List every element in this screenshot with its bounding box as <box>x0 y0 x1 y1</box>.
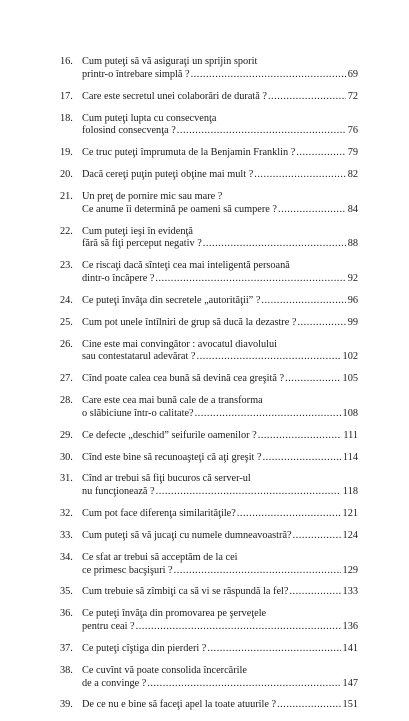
entry-title <box>82 113 358 139</box>
dot-leader <box>136 621 341 634</box>
entry-title-last-line <box>82 373 358 386</box>
page-number: 79 <box>347 147 358 159</box>
entry-title-line: Ce puteţi învăţa din secretele „autorităţii” ? <box>82 294 261 306</box>
dot-leader <box>285 373 340 386</box>
dot-leader <box>207 643 340 656</box>
page-number: 92 <box>347 273 358 285</box>
toc-entry[interactable] <box>60 191 358 217</box>
entry-title <box>82 699 358 712</box>
page-number: 76 <box>347 125 358 137</box>
entry-title-last-line <box>82 273 358 286</box>
entry-title-line: Ce truc puteţi împrumuta de la Benjamin Franklin ? <box>82 147 296 159</box>
entry-title <box>82 260 358 286</box>
entry-title-line: Ce anume îi determină pe oameni să cumpere ? <box>82 203 277 215</box>
entry-title <box>82 508 358 521</box>
dot-leader <box>174 565 341 578</box>
entry-title <box>82 530 358 543</box>
toc-entry[interactable] <box>60 317 358 330</box>
page-number: 133 <box>342 586 358 598</box>
entry-title-line: de a convinge ? <box>82 677 147 689</box>
entry-title-line: o slăbiciune într-o calitate? <box>82 407 194 419</box>
entry-title <box>82 91 358 104</box>
toc-entry[interactable] <box>60 395 358 421</box>
entry-number: 39. <box>60 699 73 711</box>
entry-title-last-line <box>82 91 358 104</box>
page-number: 102 <box>342 351 358 363</box>
entry-title-last-line <box>82 586 358 599</box>
entry-title-line: Ce puteţi învăţa din promovarea pe şerveţele <box>82 608 267 620</box>
page-number: 129 <box>342 564 358 576</box>
entry-title <box>82 339 358 365</box>
toc-entry[interactable] <box>60 699 358 712</box>
toc-entry[interactable] <box>60 147 358 160</box>
dot-leader <box>237 508 341 521</box>
entry-title-line: Ce cuvînt vă poate consolida încercările <box>82 664 247 676</box>
entry-title <box>82 147 358 160</box>
page-number: 141 <box>342 642 358 654</box>
page-number: 114 <box>342 451 358 463</box>
dot-leader <box>156 486 341 499</box>
toc-entry[interactable] <box>60 586 358 599</box>
entry-number: 31. <box>60 473 73 485</box>
dot-leader <box>278 204 346 217</box>
entry-title-last-line <box>82 69 358 82</box>
entry-number: 32. <box>60 508 73 519</box>
toc-entry[interactable] <box>60 430 358 443</box>
entry-title-line: Cum puteţi să vă jucaţi cu numele dumneavoastră? <box>82 529 292 541</box>
entry-number: 23. <box>60 260 73 272</box>
entry-title-last-line <box>82 295 358 308</box>
toc-entry[interactable] <box>60 169 358 182</box>
table-of-contents <box>60 56 358 721</box>
entry-number: 34. <box>60 551 73 563</box>
entry-number: 27. <box>60 373 73 385</box>
page-number: 82 <box>347 169 358 180</box>
dot-leader <box>203 238 346 251</box>
entry-title-line: Cum puteţi ieşi în evidenţă <box>82 225 193 237</box>
entry-title-line: Care este secretul unei colaborări de durată ? <box>82 90 267 102</box>
entry-title <box>82 552 358 578</box>
entry-title <box>82 226 358 252</box>
page-number: 69 <box>347 68 358 80</box>
toc-entry[interactable] <box>60 113 358 139</box>
entry-title-line: Cînd ar trebui să fiţi bucuros că server-ul <box>82 473 251 485</box>
entry-number: 16. <box>60 56 73 67</box>
entry-title-last-line <box>82 452 358 465</box>
dot-leader <box>277 699 340 712</box>
entry-title-last-line <box>82 643 358 656</box>
dot-leader <box>296 147 345 160</box>
toc-entry[interactable] <box>60 452 358 465</box>
toc-entry[interactable] <box>60 643 358 656</box>
entry-title <box>82 643 358 656</box>
toc-entry[interactable] <box>60 530 358 543</box>
dot-leader <box>191 69 346 82</box>
entry-number: 37. <box>60 642 73 654</box>
entry-title-last-line <box>82 430 358 443</box>
entry-title-line: Care este cea mai bună cale de a transforma <box>82 395 263 406</box>
toc-entry[interactable] <box>60 295 358 308</box>
entry-title-line: Cum puteţi lupta cu consecvenţa <box>82 112 217 124</box>
toc-entry[interactable] <box>60 373 358 386</box>
entry-title-line: Cînd poate calea cea bună să devină cea greşită ? <box>82 373 285 385</box>
entry-title <box>82 430 358 443</box>
page-number: 99 <box>347 316 358 328</box>
entry-title-last-line <box>82 238 358 251</box>
page-number: 72 <box>347 90 358 102</box>
page-number: 105 <box>342 373 358 385</box>
entry-title <box>82 665 358 691</box>
entry-number: 29. <box>60 429 73 441</box>
entry-title-line: Un preţ de pornire mic sau mare ? <box>82 190 223 202</box>
dot-leader <box>261 295 345 308</box>
dot-leader <box>155 273 345 286</box>
entry-title-last-line <box>82 408 358 421</box>
entry-title <box>82 56 358 82</box>
entry-title-line: Dacă cereţi puţin puteţi obţine mai mult ? <box>82 169 254 180</box>
dot-leader <box>258 430 342 443</box>
entry-title-last-line <box>82 204 358 217</box>
entry-title-line: Cînd este bine să recunoaşteţi că aţi greşit ? <box>82 451 262 463</box>
entry-title-line: De ce nu e bine să faceţi apel la toate atuurile ? <box>82 699 277 711</box>
entry-number: 21. <box>60 190 73 202</box>
dot-leader <box>268 91 346 104</box>
dot-leader <box>197 351 341 364</box>
entry-title-last-line <box>82 508 358 521</box>
entry-title <box>82 373 358 386</box>
entry-number: 26. <box>60 338 73 350</box>
entry-title <box>82 317 358 330</box>
entry-title <box>82 395 358 421</box>
entry-number: 35. <box>60 586 73 598</box>
toc-entry[interactable] <box>60 260 358 286</box>
toc-entry[interactable] <box>60 473 358 499</box>
entry-number: 33. <box>60 529 73 541</box>
entry-number: 18. <box>60 112 73 124</box>
page-number: 88 <box>347 238 358 250</box>
entry-title-last-line <box>82 699 358 712</box>
entry-title <box>82 473 358 499</box>
entry-number: 22. <box>60 225 73 237</box>
entry-title-line: Cum trebuie să zîmbiţi ca să vi se răspundă la fel? <box>82 586 289 598</box>
entry-title <box>82 295 358 308</box>
entry-title-line: Ce defecte „deschid” seifurile oamenilor ? <box>82 429 257 441</box>
entry-title-line: nu funcţionează ? <box>82 486 155 498</box>
dot-leader <box>263 452 341 465</box>
toc-entry[interactable] <box>60 508 358 521</box>
entry-title-last-line <box>82 621 358 634</box>
toc-entry[interactable] <box>60 665 358 691</box>
toc-entry[interactable] <box>60 56 358 82</box>
toc-entry[interactable] <box>60 608 358 634</box>
entry-title <box>82 586 358 599</box>
entry-title-line: folosind consecvenţa ? <box>82 125 176 137</box>
toc-entry[interactable] <box>60 339 358 365</box>
toc-entry[interactable] <box>60 226 358 252</box>
entry-title-last-line <box>82 317 358 330</box>
entry-number: 24. <box>60 294 73 306</box>
entry-number: 17. <box>60 90 73 102</box>
entry-number: 28. <box>60 395 73 406</box>
entry-title-line: dintr-o încăpere ? <box>82 273 155 285</box>
entry-title-line: fără să fiţi perceput negativ ? <box>82 238 202 250</box>
entry-number: 20. <box>60 169 73 180</box>
page-number: 96 <box>347 294 358 306</box>
entry-title-last-line <box>82 125 358 138</box>
entry-title-last-line <box>82 486 358 499</box>
entry-title-line: Cum puteţi să vă asiguraţi un sprijin sporit <box>82 56 258 67</box>
entry-title-line: printr-o întrebare simplă ? <box>82 68 190 80</box>
entry-title-line: Cum pot face diferenţa similarităţile? <box>82 508 236 519</box>
entry-title-line: Ce sfat ar trebui să acceptăm de la cei <box>82 551 238 563</box>
page-number: 121 <box>342 508 358 519</box>
entry-title-last-line <box>82 351 358 364</box>
entry-number: 38. <box>60 664 73 676</box>
dot-leader <box>293 530 341 543</box>
page-number: 108 <box>342 407 358 419</box>
page-number: 111 <box>343 429 358 441</box>
toc-entry[interactable] <box>60 552 358 578</box>
entry-title-last-line <box>82 169 358 182</box>
entry-title <box>82 191 358 217</box>
entry-title-line: Ce riscaţi dacă sînteţi cea mai inteligentă persoană <box>82 260 290 272</box>
entry-title-last-line <box>82 678 358 691</box>
dot-leader <box>289 586 340 599</box>
entry-number: 19. <box>60 147 73 159</box>
page-number: 151 <box>342 699 358 711</box>
entry-title <box>82 169 358 182</box>
entry-number: 25. <box>60 316 73 328</box>
entry-title-line: Ce puteţi cîştiga din pierderi ? <box>82 642 207 654</box>
page-number: 136 <box>342 621 358 632</box>
dot-leader <box>177 125 346 138</box>
dot-leader <box>147 678 340 691</box>
toc-entry[interactable] <box>60 91 358 104</box>
entry-title <box>82 608 358 634</box>
entry-title-line: sau contestatarul adevărat ? <box>82 351 196 363</box>
entry-number: 30. <box>60 451 73 463</box>
page-number: 118 <box>342 486 358 498</box>
entry-title-last-line <box>82 147 358 160</box>
entry-title-last-line <box>82 530 358 543</box>
entry-title-line: Cine este mai convingător : avocatul diavolului <box>82 338 278 350</box>
entry-title-line: pentru ceai ? <box>82 621 135 632</box>
page-number: 84 <box>347 203 358 215</box>
entry-title-line: Cum pot unele întîlniri de grup să ducă la dezastre ? <box>82 316 297 328</box>
dot-leader <box>297 317 345 330</box>
entry-title <box>82 452 358 465</box>
page-number: 124 <box>342 529 358 541</box>
entry-title-last-line <box>82 565 358 578</box>
dot-leader <box>254 169 345 182</box>
entry-title-line: ce primesc bacşişuri ? <box>82 564 173 576</box>
dot-leader <box>195 408 341 421</box>
page-number: 147 <box>342 677 358 689</box>
entry-number: 36. <box>60 608 73 620</box>
